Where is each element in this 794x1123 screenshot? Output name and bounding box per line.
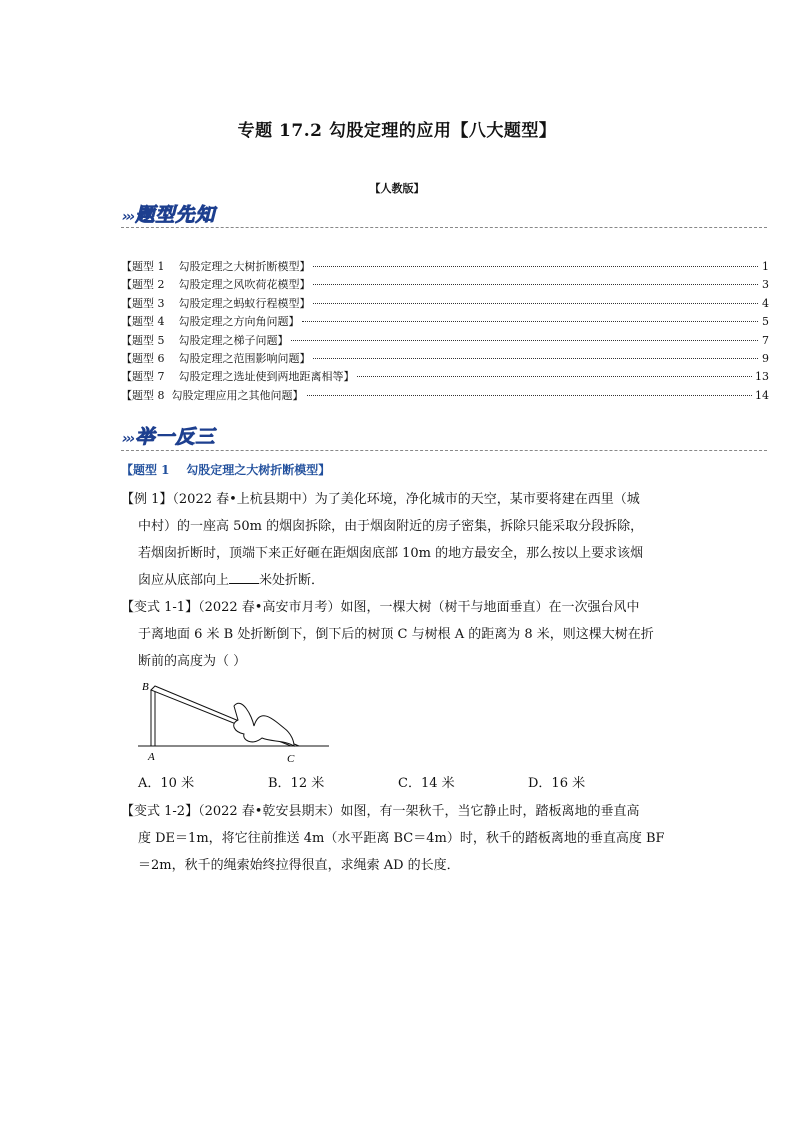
banner-arrows-icon: ››› [122, 431, 134, 447]
page-title: 专题 17.2 勾股定理的应用【八大题型】 [237, 121, 557, 141]
tree-crown [234, 703, 294, 746]
label-C: C [287, 753, 295, 765]
toc-entry-label: 【题型 3 勾股定理之蚂蚁行程模型】 [121, 296, 311, 310]
toc-leader-dots [302, 321, 758, 322]
answer-choices [138, 772, 658, 791]
variant-line: 度 DE＝1m，将它往前推送 4m（水平距离 BC＝4m）时，秋千的踏板离地的垂直高度 BF [138, 831, 665, 846]
edition-label: 【人教版】 [369, 182, 425, 195]
variant-line: 断前的高度为（ ） [138, 654, 247, 669]
table-of-contents [121, 258, 769, 405]
variant-1-2 [121, 798, 681, 879]
example-1-text: 米处折断． [259, 573, 325, 588]
toc-entry-label: 【题型 2 勾股定理之风吹荷花模型】 [121, 278, 311, 292]
toc-page-number: 7 [762, 333, 769, 347]
example-1-line: 若烟囱折断时，顶端下来正好砸在距烟囱底部 10m 的地方最安全，那么按以上要求该烟 [138, 546, 644, 561]
toc-entry[interactable] [121, 332, 769, 350]
broken-tree-figure [134, 676, 334, 771]
toc-entry-label: 【题型 5 勾股定理之梯子问题】 [121, 333, 289, 347]
toc-entry-label: 【题型 4 勾股定理之方向角问题】 [121, 315, 300, 329]
toc-entry-label: 【题型 7 勾股定理之选址使到两地距离相等】 [121, 370, 355, 384]
variant-1-1 [121, 594, 681, 675]
toc-page-number: 14 [755, 388, 769, 402]
toc-page-number: 13 [755, 370, 769, 384]
toc-entry-label: 【题型 6 勾股定理之范围影响问题】 [121, 351, 311, 365]
variant-line: 于离地面 6 米 B 处折断倒下，倒下后的树顶 C 与树根 A 的距离为 8 米，则这棵大树在折 [138, 627, 654, 642]
banner-question-types [122, 200, 302, 228]
banner-text: 题型先知 [135, 204, 216, 226]
toc-page-number: 4 [762, 296, 769, 310]
example-1-line: 中村）的一座高 50m 的烟囱拆除，由于烟囱附近的房子密集，拆除只能采取分段拆除， [138, 519, 644, 534]
toc-entry-label: 【题型 8 勾股定理应用之其他问题】 [121, 388, 304, 402]
banner-arrows-icon: ››› [122, 209, 134, 225]
toc-leader-dots [313, 284, 758, 285]
toc-page-number: 5 [762, 315, 769, 329]
toc-leader-dots [313, 266, 758, 267]
choice-a[interactable]: A．10 米 [138, 776, 195, 791]
example-1-line [121, 567, 681, 594]
toc-entry[interactable] [121, 258, 769, 276]
variant-line: ＝2m，秋千的绳索始终拉得很直，求绳索 AD 的长度． [138, 858, 460, 873]
example-1 [121, 486, 681, 594]
toc-page-number: 1 [762, 260, 769, 273]
banner-examples [122, 422, 302, 450]
toc-leader-dots [357, 376, 752, 377]
banner-text: 举一反三 [135, 426, 216, 448]
section-heading: 【题型 1 勾股定理之大树折断模型】 [121, 463, 331, 477]
toc-entry[interactable] [121, 276, 769, 294]
divider [121, 450, 767, 451]
toc-page-number: 9 [762, 351, 769, 365]
toc-entry[interactable] [121, 313, 769, 331]
tree-trunk [151, 690, 155, 746]
label-B: B [142, 681, 149, 693]
toc-entry[interactable] [121, 295, 769, 313]
toc-entry-label: 【题型 1 勾股定理之大树折断模型】 [121, 260, 311, 273]
variant-line: 【变式 1-1】（2022 春•高安市月考）如图，一棵大树（树干与地面垂直）在一次强台风中 [121, 600, 640, 615]
divider [121, 227, 767, 228]
toc-leader-dots [291, 340, 758, 341]
toc-leader-dots [313, 358, 758, 359]
answer-blank [229, 569, 259, 584]
choice-b[interactable]: B．12 米 [268, 776, 325, 791]
toc-page-number: 3 [762, 278, 769, 292]
example-1-text: 囱应从底部向上 [138, 573, 230, 588]
label-A: A [148, 751, 155, 763]
toc-entry[interactable] [121, 368, 769, 386]
toc-entry[interactable] [121, 350, 769, 368]
example-1-line: 【例 1】（2022 春•上杭县期中）为了美化环境，净化城市的天空，某市要将建在西里（城 [121, 492, 640, 507]
variant-line: 【变式 1-2】（2022 春•乾安县期末）如图，有一架秋千，当它静止时，踏板离地的垂直高 [121, 804, 640, 819]
toc-leader-dots [313, 303, 758, 304]
toc-leader-dots [307, 395, 753, 396]
choice-d[interactable]: D．16 米 [528, 776, 586, 791]
broken-tree-diagram [134, 676, 334, 771]
choice-c[interactable]: C．14 米 [398, 776, 455, 791]
toc-entry[interactable] [121, 387, 769, 405]
